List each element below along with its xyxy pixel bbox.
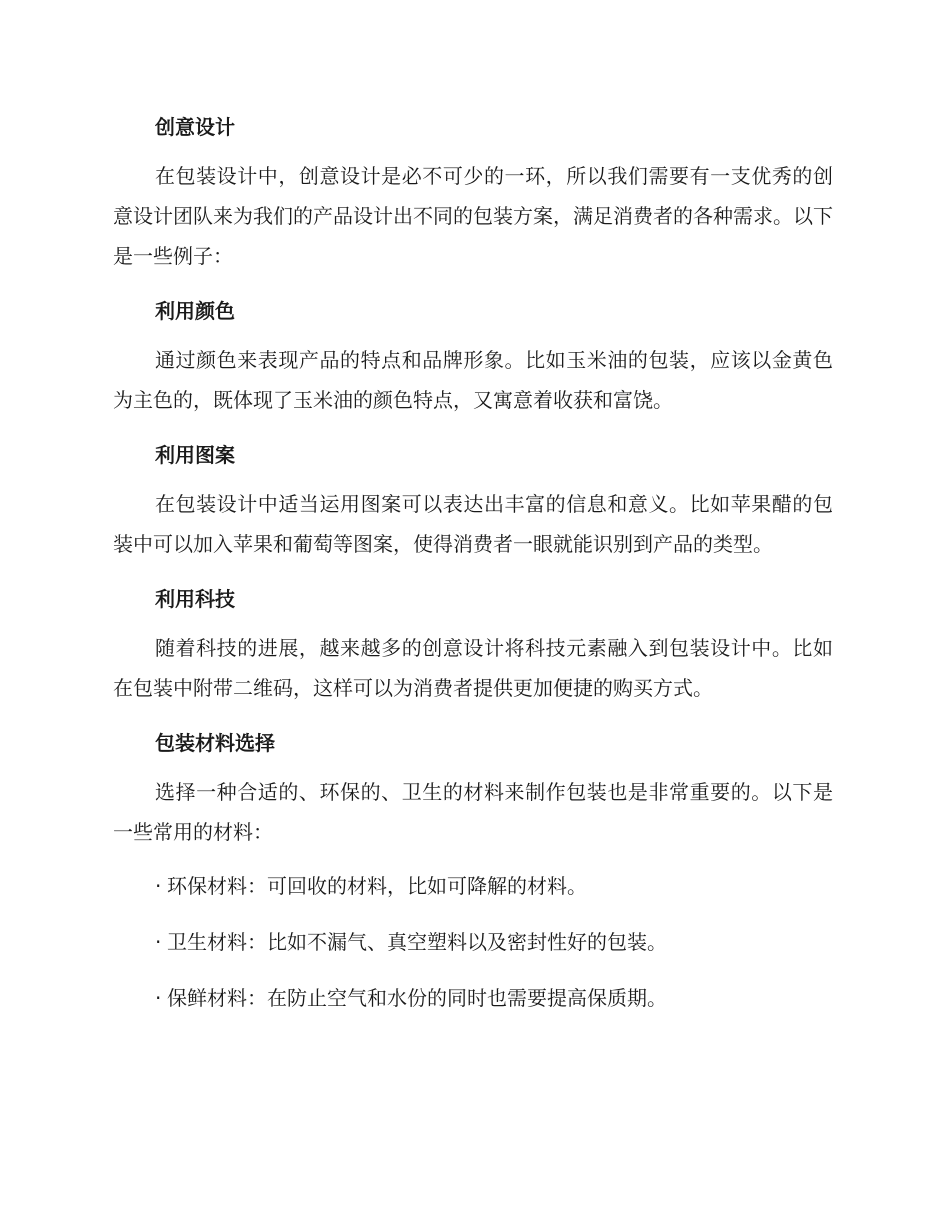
bullet-dot-icon: · [155,986,162,1010]
paragraph-material-selection: 选择一种合适的、环保的、卫生的材料来制作包装也是非常重要的。以下是一些常用的材料： [113,780,833,844]
heading-use-pattern: 利用图案 [155,443,235,467]
heading-material-selection: 包装材料选择 [155,731,275,755]
paragraph-creative-design: 在包装设计中，创意设计是必不可少的一环，所以我们需要有一支优秀的创意设计团队来为我们的产品设计出不同的包装方案，满足消费者的各种需求。以下是一些例子： [113,164,833,268]
list-item [113,978,833,1018]
paragraph-use-technology: 随着科技的进展，越来越多的创意设计将科技元素融入到包装设计中。比如在包装中附带二维码，这样可以为消费者提供更加便捷的购买方式。 [113,636,833,700]
list-item [113,922,833,962]
document-page [113,106,833,1034]
bullet-dot-icon: · [155,874,162,898]
list-item-text: 保鲜材料：在防止空气和水份的同时也需要提高保质期。 [167,986,667,1010]
bullet-dot-icon: · [155,930,162,954]
heading-use-color: 利用颜色 [155,299,235,323]
list-item-text: 环保材料：可回收的材料，比如可降解的材料。 [167,874,587,898]
heading-use-technology: 利用科技 [155,587,235,611]
list-item-text: 卫生材料：比如不漏气、真空塑料以及密封性好的包装。 [167,930,667,954]
paragraph-use-color: 通过颜色来表现产品的特点和品牌形象。比如玉米油的包装，应该以金黄色为主色的，既体现了玉米油的颜色特点，又寓意着收获和富饶。 [113,348,833,412]
list-item [113,866,833,906]
paragraph-use-pattern: 在包装设计中适当运用图案可以表达出丰富的信息和意义。比如苹果醋的包装中可以加入苹果和葡萄等图案，使得消费者一眼就能识别到产品的类型。 [113,492,833,556]
heading-creative-design: 创意设计 [155,115,235,139]
